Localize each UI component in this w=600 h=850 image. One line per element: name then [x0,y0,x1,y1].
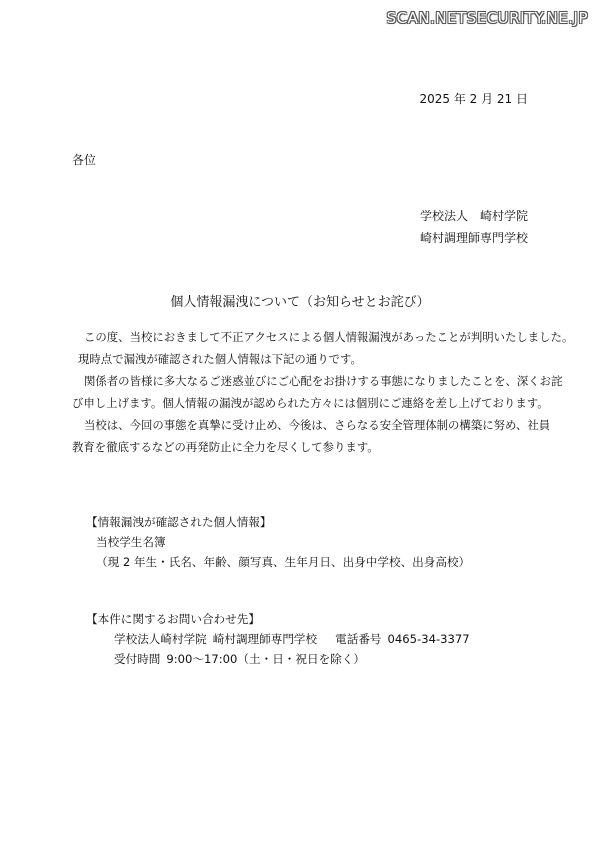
contact-school: 崎村調理師専門学校 [212,632,318,646]
leak-section-heading: 【情報漏洩が確認された個人情報】 [86,515,272,529]
body-paragraph-3a: 関係者の皆様に多大なるご迷惑並びにご心配をお掛けする事態になりましたことを、深くお詫 [84,374,563,388]
watermark: SCAN.NETSECURITY.NE.JP [386,9,588,27]
hours-value: 9:00～17:00（土・日・祝日を除く） [166,652,365,666]
leak-section [86,512,470,572]
leak-section-item: 当校学生名簿 [96,535,166,549]
body-paragraph-2: 現時点で漏洩が確認された個人情報は下記の通りです。 [78,352,362,366]
body-paragraph-4a: 当校は、今回の事態を真摯に受け止め、今後は、さらなる安全管理体制の構築に努め、社員 [84,418,551,432]
hours-line [86,649,470,669]
body-paragraph-3b: び申し上げます。個人情報の漏洩が認められた方々には個別にご連絡を差し上げております。 [72,396,549,410]
hours-label: 受付時間 [114,652,161,666]
contact-organization: 学校法人崎村学院 [114,632,207,646]
recipient: 各位 [72,153,97,167]
document-title: 個人情報漏洩について（お知らせとお詫び） [170,295,430,310]
sender-school: 崎村調理師専門学校 [419,231,528,245]
phone-number: 0465-34-3377 [387,632,470,646]
leak-section-detail: （現 2 年生・氏名、年齢、顔写真、生年月日、出身中学校、出身高校） [96,555,471,569]
document-date: 2025 年 2 月 21 日 [419,92,528,106]
contact-section-heading: 【本件に関するお問い合わせ先】 [86,612,260,626]
contact-line [86,629,470,649]
sender-organization: 学校法人 崎村学院 [419,209,528,223]
body-text [72,326,574,458]
phone-label: 電話番号 [335,632,382,646]
contact-section [86,609,470,669]
sender-block [420,205,528,249]
body-paragraph-4b: 教育を徹底するなどの再発防止に全力を尽くして参ります。 [72,440,379,454]
body-paragraph-1: この度、当校におきまして不正アクセスによる個人情報漏洩があったことが判明いたしました。 [84,330,574,344]
